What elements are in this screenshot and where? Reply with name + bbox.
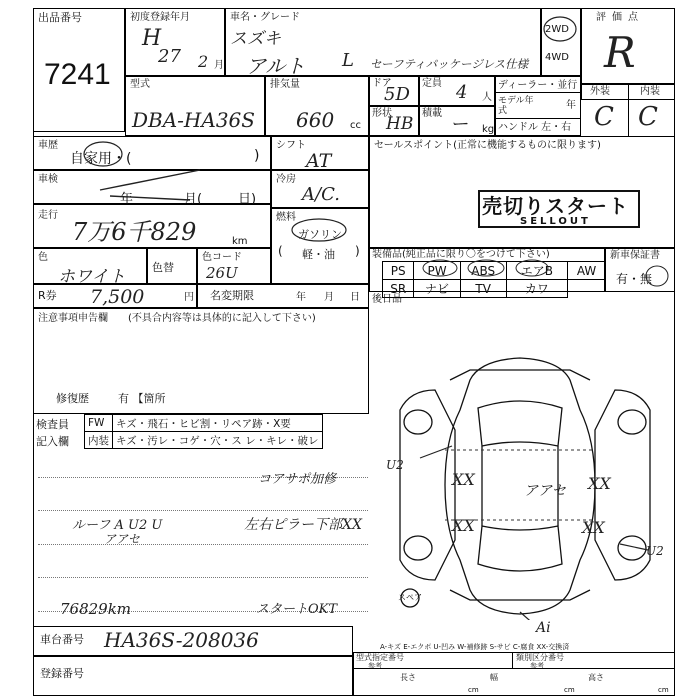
model-year-unit: 年 [566, 100, 576, 111]
color-label: 色 [38, 252, 48, 263]
equip-ps: PS [383, 262, 414, 280]
displacement-label: 排気量 [270, 79, 300, 90]
maker-name: スズキ [230, 29, 281, 49]
spare-label: スペア [398, 593, 422, 602]
model-year-label: モデル年式 [498, 96, 534, 116]
model-cert-ref: 参考 [368, 662, 382, 670]
memo-line-3b: アアセ [104, 532, 140, 546]
recolor-label: 色替 [152, 261, 174, 274]
drive-4wd: 4WD [545, 52, 569, 63]
load-value: ー [450, 114, 468, 135]
fuel-paren-open: ( [278, 244, 283, 258]
height-label: 高さ [588, 673, 604, 682]
first-reg-era: H [142, 26, 162, 51]
lot-label: 出品番号 [38, 11, 82, 24]
type-label: 型式 [130, 79, 150, 90]
load-label: 積載 [422, 108, 442, 119]
exterior-grade: C [594, 102, 614, 132]
width-cm: cm [564, 686, 575, 694]
memo-line-2: 左右ピラー下部XX [244, 517, 362, 533]
lot-number: 7241 [44, 58, 111, 91]
class-label: 類別区分番号 [516, 653, 564, 662]
equip-leather: カワ [506, 280, 568, 298]
displacement-value: 660 [296, 108, 335, 132]
memo-line-1: コアサポ加修 [258, 472, 337, 487]
mark-xx-3: XX [588, 474, 611, 493]
drive-2wd: 2WD [545, 24, 569, 35]
sellout-sub: SELLOUT [520, 216, 591, 227]
shaken-year-unit: 年 [120, 192, 134, 207]
interior-check-label: 内装 [85, 432, 113, 449]
registration-label: 登録番号 [40, 667, 84, 680]
equip-sr: SR [383, 280, 414, 298]
model-code: DBA-HA36S [132, 108, 255, 132]
name-change-month: 月 [324, 292, 334, 303]
length-cm: cm [468, 686, 479, 694]
capacity-value: 4 [456, 82, 468, 103]
mileage-value: 7万6千829 [72, 218, 197, 246]
mark-ai: Ai [536, 620, 551, 636]
handle-label: ハンドル 左・右 [498, 122, 572, 133]
shaken-strike-mark [90, 160, 210, 210]
warranty-value: 有・無 [616, 272, 653, 286]
model-name: アルト [246, 54, 306, 78]
color-value: ホワイト [58, 267, 126, 287]
interior-items: キズ・汚レ・コゲ・穴・ス レ・キレ・破レ [113, 432, 323, 449]
shaken-month-unit: 月( [184, 192, 203, 207]
name-change-label: 名変期限 [210, 289, 254, 302]
recycle-value: 7,500 [90, 286, 145, 308]
shift-label: シフト [276, 140, 306, 151]
mark-u2-left: U2 [386, 458, 404, 472]
color-code-value: 26U [206, 264, 238, 282]
dealer-label: ディーラー・並行 [498, 80, 578, 91]
door-value: 5D [384, 84, 410, 105]
equip-navi: ナビ [414, 280, 460, 298]
shift-value: AT [306, 150, 332, 172]
shape-value: HB [386, 114, 414, 134]
inspector-label: 検査員 [36, 418, 69, 431]
memo-label: 記入欄 [36, 435, 69, 448]
exterior-label: 外装 [590, 86, 610, 97]
recycle-yen: 円 [184, 292, 194, 303]
name-change-year: 年 [296, 292, 306, 303]
class-ref: 参考 [530, 662, 544, 670]
equip-pw: PW [414, 262, 460, 280]
recycle-label: R券 [38, 289, 57, 302]
mileage-unit: km [232, 236, 248, 247]
first-reg-month: 2 [198, 52, 209, 71]
first-reg-label: 初度登録年月 [130, 12, 190, 23]
height-cm: cm [658, 686, 669, 694]
memo-line-3: ルーフ A U2 U [72, 518, 163, 533]
rating-value: R [604, 28, 636, 77]
fw-items: キズ・飛石・ヒビ割・リペア跡・X要 [113, 415, 323, 432]
warranty-circle-mark [644, 264, 670, 288]
capacity-unit: 人 [482, 92, 492, 103]
equip-abs: ABS [460, 262, 506, 280]
grade-name: L [342, 50, 354, 71]
drive-circle-mark [542, 14, 578, 42]
mark-xx-1: XX [452, 470, 475, 489]
door-label: ドア [372, 78, 392, 89]
fw-label: FW [85, 415, 113, 432]
sellout-main: 売切りスタート [482, 194, 629, 218]
shaken-label: 車検 [38, 174, 58, 185]
width-label: 幅 [490, 673, 498, 682]
ac-value: A/C. [302, 184, 340, 205]
equip-tv: TV [460, 280, 506, 298]
fuel-label: 燃料 [276, 212, 296, 223]
equip-circle-marks [420, 258, 570, 278]
length-label: 長さ [400, 673, 416, 682]
mileage-label: 走行 [38, 210, 58, 221]
history-label: 車歴 [38, 140, 58, 151]
history-value: 自家用・( [70, 151, 132, 167]
notes-hint: (不具合内容等は具体的に記入して下さい) [128, 313, 316, 324]
history-close: ) [254, 148, 260, 164]
rating-label: 評価点 [596, 12, 644, 23]
repair-value: 有 【箇所 [118, 392, 166, 405]
capacity-label: 定員 [422, 78, 442, 89]
sales-point-label: セールスポイント(正常に機能するものに限ります) [374, 140, 601, 151]
chassis-label: 車台番号 [40, 633, 84, 646]
interior-grade: C [638, 102, 658, 132]
mark-aase: アアセ [524, 483, 566, 499]
equip-airbag: エアB [506, 262, 568, 280]
equip-aw: AW [568, 262, 606, 280]
fuel-gas: ガソリン [298, 228, 342, 241]
fuel-paren-close: ) [355, 244, 360, 258]
fuel-circle-mark [290, 216, 348, 242]
mark-xx-2: XX [452, 516, 475, 535]
cc-unit: cc [350, 120, 361, 131]
warranty-label: 新車保証書 [610, 250, 660, 261]
damage-legend: A-キズ E-エクボ U-凹み W-補修跡 S-サビ C-腐食 XX-交換済 [380, 643, 570, 651]
memo-line-4-right: スタートOKT [256, 602, 338, 617]
first-reg-year: 27 [158, 46, 181, 67]
grade-note: セーフティパッケージレス仕様 [370, 57, 529, 71]
name-change-day: 日 [350, 292, 360, 303]
repair-label: 修復歴 [56, 392, 89, 405]
inspection-table [84, 414, 323, 449]
memo-line-4: 76829km [60, 600, 132, 618]
model-cert-label: 型式指定番号 [356, 653, 404, 662]
notes-label: 注意事項申告欄 [38, 313, 108, 324]
ac-label: 冷房 [276, 174, 296, 185]
shaken-day-unit: 日) [238, 192, 257, 207]
mark-xx-4: XX [582, 518, 605, 537]
interior-label: 内装 [640, 86, 660, 97]
rear-seat-label: 後日品 [372, 294, 402, 305]
equipment-label: 装備品(純正品に限り〇をつけて下さい) [372, 249, 550, 260]
fuel-light: 軽・油 [302, 248, 335, 261]
car-grade-label: 車名・グレード [230, 12, 300, 23]
chassis-number: HA36S-208036 [104, 628, 259, 652]
load-unit: kg [482, 124, 495, 135]
shape-label: 形状 [372, 108, 392, 119]
mark-u2-right: U2 [646, 544, 664, 558]
color-code-label: 色コード [202, 252, 242, 263]
first-reg-month-unit: 月 [214, 60, 224, 71]
